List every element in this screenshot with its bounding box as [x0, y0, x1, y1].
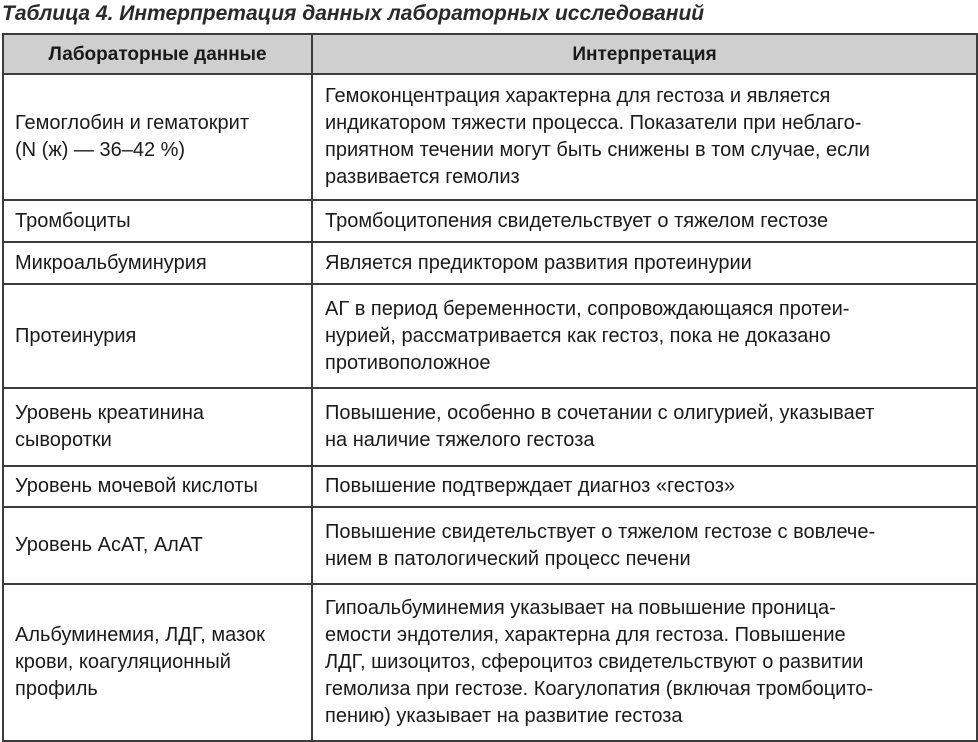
cell-text-line: Уровень АсАТ, АлАТ [15, 534, 203, 556]
table-row [3, 584, 977, 741]
cell-text-line: Уровень креатинина [15, 402, 204, 424]
table-row [3, 388, 977, 466]
cell-text-line: нурией, рассматривается как гестоз, пока не доказано [325, 324, 831, 347]
cell-text-line: Альбуминемия, ЛДГ, мазок [15, 624, 265, 646]
table-header-row [3, 34, 977, 74]
cell-text-line: индикатором тяжести процесса. Показатели при неблаго- [325, 112, 862, 134]
interpretation-cell [312, 74, 977, 200]
cell-text-line: Повышение, особенно в сочетании с олигурией, указывает [325, 402, 875, 424]
interpretation-cell [312, 200, 977, 242]
cell-text-line: Гемоглобин и гематокрит [15, 112, 249, 134]
lab-data-cell [3, 584, 312, 741]
cell-text-line: профиль [15, 678, 98, 700]
cell-text-line: противоположное [325, 351, 491, 374]
table-row [3, 466, 977, 507]
interpretation-cell [312, 507, 977, 584]
column-header-lab-data: Лабораторные данные [3, 34, 312, 74]
cell-text-line: Тромбоцитопения свидетельствует о тяжелом гестозе [325, 209, 829, 232]
interpretation-cell [312, 242, 977, 284]
cell-text-line: на наличие тяжелого гестоза [325, 429, 595, 451]
table-row [3, 200, 977, 242]
cell-text-line: емости эндотелия, характерна для гестоза. Повышение [325, 624, 846, 646]
cell-text-line: Протеинурия [15, 324, 137, 347]
lab-interpretation-table [2, 33, 978, 742]
cell-text-line: ЛДГ, шизоцитоз, сфероцитоз свидетельствуют о развитии [325, 651, 864, 673]
cell-text-line: нием в патологический процесс печени [325, 547, 691, 570]
cell-text-line: АГ в период беременности, сопровождающаяся протеи- [325, 297, 850, 320]
lab-data-cell [3, 284, 312, 388]
lab-data-cell [3, 507, 312, 584]
cell-text-line: Гемоконцентрация характерна для гестоза и является [325, 85, 831, 107]
cell-text-line: гемолиза при гестозе. Коагулопатия (включая тромбоцито- [325, 678, 874, 700]
cell-text-line: Тромбоциты [15, 209, 131, 232]
lab-data-cell [3, 200, 312, 242]
column-header-interpretation: Интерпретация [312, 34, 977, 74]
cell-text-line: пению) указывает на развитие гестоза [325, 705, 683, 727]
lab-data-cell [3, 242, 312, 284]
interpretation-cell [312, 584, 977, 741]
cell-text-line: Повышение подтверждает диагноз «гестоз» [325, 475, 736, 497]
interpretation-cell [312, 284, 977, 388]
table-caption: Таблица 4. Интерпретация данных лабораторных исследований [2, 2, 705, 25]
table-row [3, 74, 977, 200]
cell-text-line: Гипоальбуминемия указывает на повышение проница- [325, 597, 836, 619]
cell-text-line: Уровень мочевой кислоты [15, 475, 258, 497]
cell-text-line: Является предиктором развития протеинурии [325, 251, 752, 274]
table-row [3, 242, 977, 284]
lab-data-cell [3, 466, 312, 507]
table-row [3, 507, 977, 584]
cell-text-line: сыворотки [15, 429, 112, 451]
cell-text-line: развивается гемолиз [325, 166, 520, 188]
cell-text-line: приятном течении могут быть снижены в том случае, если [325, 139, 870, 161]
interpretation-cell [312, 466, 977, 507]
cell-text-line: Повышение свидетельствует о тяжелом гестозе с вовлече- [325, 520, 876, 543]
cell-text-line: Микроальбуминурия [15, 251, 207, 274]
lab-data-cell [3, 74, 312, 200]
cell-text-line: (N (ж) — 36–42 %) [15, 139, 186, 161]
lab-data-cell [3, 388, 312, 466]
interpretation-cell [312, 388, 977, 466]
cell-text-line: крови, коагуляционный [15, 651, 231, 673]
table-row [3, 284, 977, 388]
